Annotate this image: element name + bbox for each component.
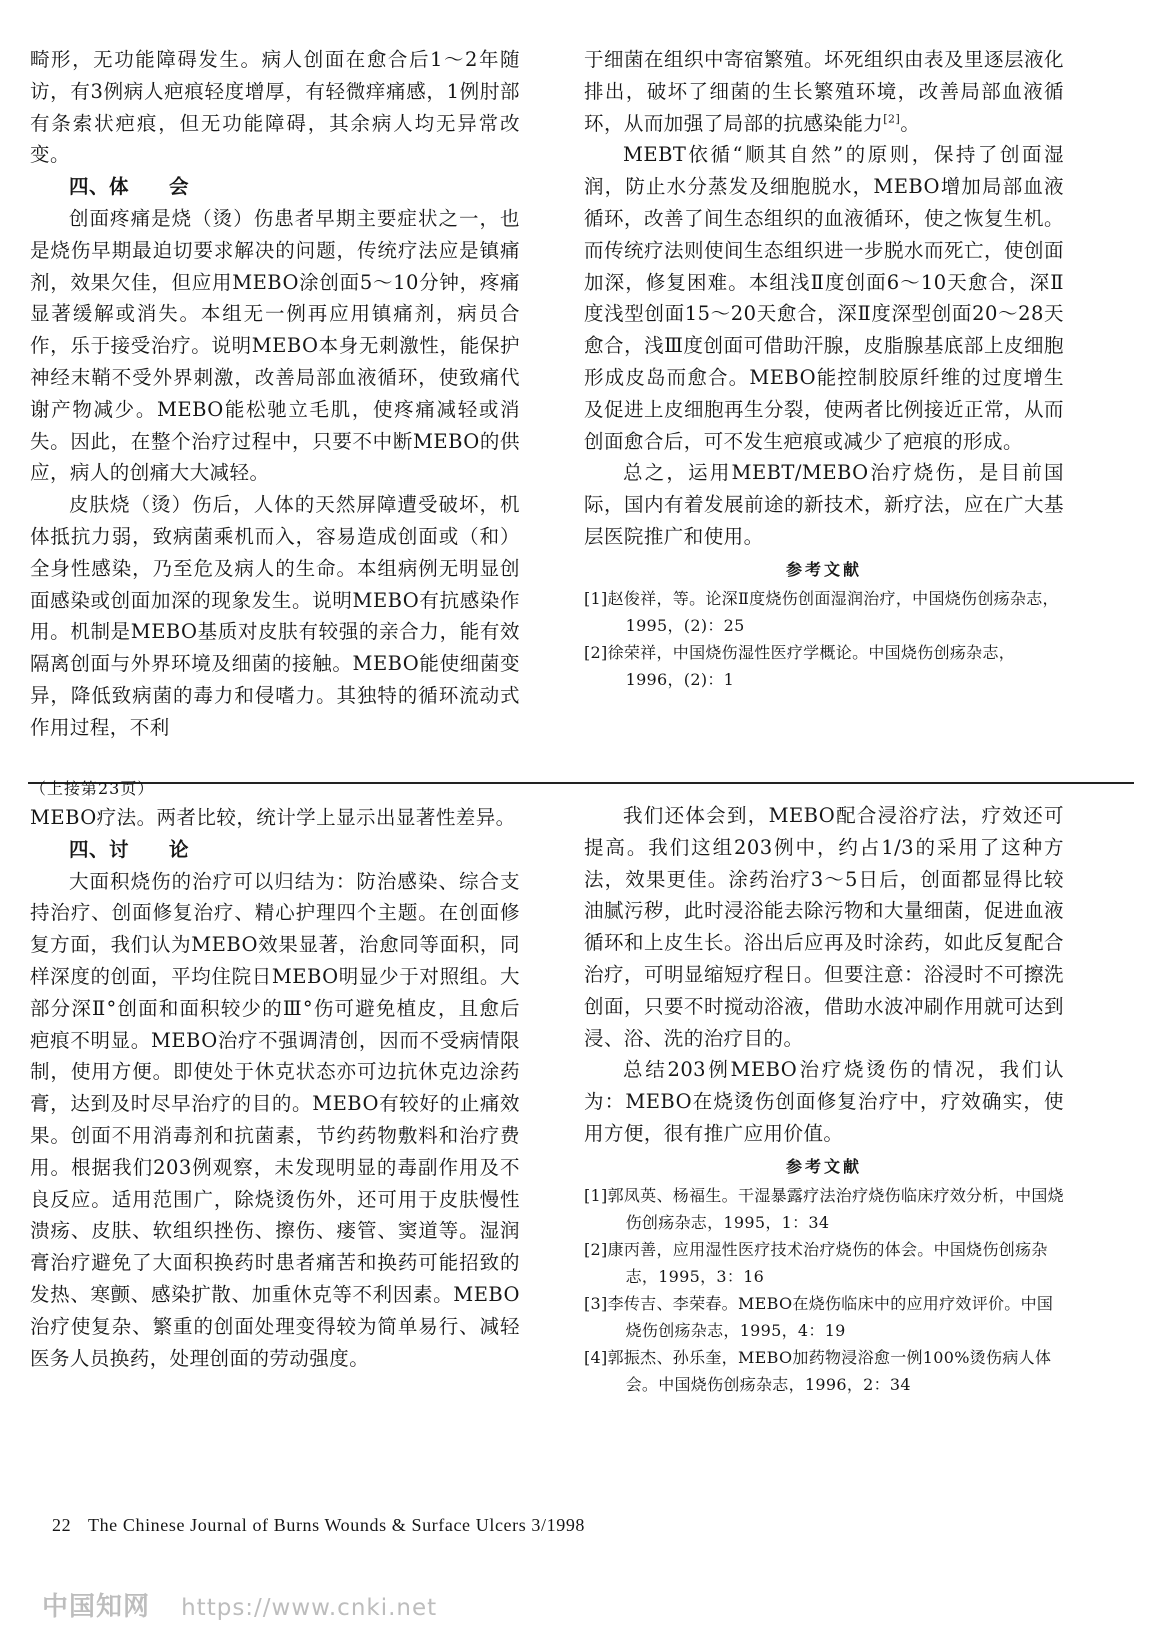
- top-left-column: [30, 44, 520, 744]
- reference-item: [1]赵俊祥，等。论深Ⅱ度烧伤创面湿润治疗，中国烧伤创疡杂志，1995，(2)：25: [584, 588, 1059, 635]
- paragraph: MEBO疗法。两者比较，统计学上显示出显著性差异。: [30, 806, 516, 829]
- reference-item: [2]康丙善，应用湿性医疗技术治疗烧伤的体会。中国烧伤创疡杂志，1995，3：16: [584, 1239, 1048, 1286]
- paragraph: 皮肤烧（烫）伤后，人体的天然屏障遭受破坏，机体抵抗力弱，致病菌乘机而入，容易造成创面或（和）全身性感染，乃至危及病人的生命。本组病例无明显创面感染或创面加深的现象发生。说明MEBO有抗感染作用。机制是MEBO基质对皮肤有较强的亲合力，能有效隔离创面与外界环境及细菌的接触。MEBO能使细菌变异，降低致病菌的毒力和侵嗜力。其独特的循环流动式作用过程，不利: [30, 493, 520, 739]
- paragraph: [584, 44, 1064, 139]
- paragraph-tail: 。: [900, 111, 921, 135]
- page-footer: [52, 1515, 585, 1536]
- section-heading: 四、讨 论: [69, 837, 190, 861]
- watermark-brand: 中国知网: [42, 1592, 151, 1622]
- references-heading: 参考文献: [785, 1156, 862, 1176]
- reference-item: [4]郭振杰、孙乐奎，MEBO加药物浸浴愈一例100%烫伤病人体会。中国烧伤创疡杂志，1996，2：34: [584, 1347, 1052, 1394]
- paragraph: 创面疼痛是烧（烫）伤患者早期主要症状之一，也是烧伤早期最迫切要求解决的问题，传统疗法应是镇痛剂，效果欠佳，但应用MEBO涂创面5～10分钟，疼痛显著缓解或消失。本组无一例再应用镇痛剂，病员合作，乐于接受治疗。说明MEBO本身无刺激性，能保护神经末鞘不受外界刺激，改善局部血液循环，使致痛代谢产物减少。MEBO能松驰立毛肌，使疼痛减轻或消失。因此，在整个治疗过程中，只要不中断MEBO的供应，病人的创痛大大减轻。: [30, 206, 520, 485]
- cnki-watermark: [42, 1586, 437, 1623]
- page-number: 22: [52, 1515, 72, 1535]
- bottom-right-column: [584, 800, 1064, 1398]
- reference-item: [3]李传吉、李荣春。MEBO在烧伤临床中的应用疗效评价。中国烧伤创疡杂志，1995，4：19: [584, 1293, 1054, 1340]
- references-heading: 参考文献: [785, 559, 862, 579]
- paragraph: 畸形，无功能障碍发生。病人创面在愈合后1～2年随访，有3例病人疤痕轻度增厚，有轻微痒痛感，1例肘部有条索状疤痕，但无功能障碍，其余病人均无异常改变。: [30, 48, 520, 167]
- paragraph: 大面积烧伤的治疗可以归结为：防治感染、综合支持治疗、创面修复治疗、精心护理四个主题。在创面修复方面，我们认为MEBO效果显著，治愈同等面积，同样深度的创面，平均住院日MEBO明显少于对照组。大部分深Ⅱ°创面和面积较少的Ⅲ°伤可避免植皮，且愈后疤痕不明显。MEBO治疗不强调清创，因而不受病情限制，使用方便。即使处于休克状态亦可边抗休克边涂药膏，达到及时尽早治疗的目的。MEBO有较好的止痛效果。创面不用消毒剂和抗菌素，节约药物敷料和治疗费用。根据我们203例观察，未发现明显的毒副作用及不良反应。适用范围广，除烧烫伤外，还可用于皮肤慢性溃疡、皮肤、软组织挫伤、擦伤、瘘管、窦道等。湿润膏治疗避免了大面积换药时患者痛苦和换药可能招致的发热、寒颤、感染扩散、加重休克等不利因素。MEBO治疗使复杂、繁重的创面处理变得较为简单易行、减轻医务人员换药，处理创面的劳动强度。: [30, 869, 520, 1370]
- paragraph: 我们还体会到，MEBO配合浸浴疗法，疗效还可提高。我们这组203例中，约占1/3的采用了这种方法，效果更佳。涂药治疗3～5日后，创面都显得比较油腻污秽，此时浸浴能去除污物和大量细菌，促进血液循环和上皮生长。浴出后应再及时涂药，如此反复配合治疗，可明显缩短疗程日。但要注意：浴浸时不可擦洗创面，只要不时搅动浴液，借助水波冲刷作用就可达到浸、浴、洗的治疗目的。: [584, 804, 1064, 1050]
- paragraph: 总结203例MEBO治疗烧烫伤的情况，我们认为：MEBO在烧烫伤创面修复治疗中，疗效确实，使用方便，很有推广应用价值。: [584, 1058, 1064, 1145]
- paragraph-text: 于细菌在组织中寄宿繁殖。坏死组织由表及里逐层液化排出，破坏了细菌的生长繁殖环境，改善局部血液循环，从而加强了局部的抗感染能力: [584, 48, 1064, 135]
- reference-item: [1]郭凤英、杨福生。干湿暴露疗法治疗烧伤临床疗效分析，中国烧伤创疡杂志，1995，1：34: [584, 1185, 1064, 1232]
- top-right-column: [584, 44, 1064, 693]
- continued-note: （上接第23页）: [30, 779, 155, 798]
- section-heading: 四、体 会: [69, 175, 190, 199]
- citation-marker: [2]: [883, 112, 901, 126]
- reference-item: [2]徐荣祥，中国烧伤湿性医疗学概论。中国烧伤创疡杂志，1996，(2)：1: [584, 642, 1016, 689]
- paragraph: 总之，运用MEBT/MEBO治疗烧伤，是目前国际，国内有着发展前途的新技术，新疗法，应在广大基层医院推广和使用。: [584, 461, 1064, 548]
- bottom-left-column: [30, 776, 520, 1374]
- paragraph: MEBT依循“顺其自然”的原则，保持了创面湿润，防止水分蒸发及细胞脱水，MEBO增加局部血液循环，改善了间生态组织的血液循环，使之恢复生机。而传统疗法则使间生态组织进一步脱水而死亡，使创面加深，修复困难。本组浅Ⅱ度创面6～10天愈合，深Ⅱ度浅型创面15～20天愈合，深Ⅱ度深型创面20～28天愈合，浅Ⅲ度创面可借助汗腺，皮脂腺基底部上皮细胞形成皮岛而愈合。MEBO能控制胶原纤维的过度增生及促进上皮细胞再生分裂，使两者比例接近正常，从而创面愈合后，可不发生疤痕或减少了疤痕的形成。: [584, 143, 1064, 453]
- journal-title: The Chinese Journal of Burns Wounds & Surface Ulcers 3/1998: [87, 1515, 586, 1535]
- watermark-url: https://www.cnki.net: [181, 1595, 438, 1621]
